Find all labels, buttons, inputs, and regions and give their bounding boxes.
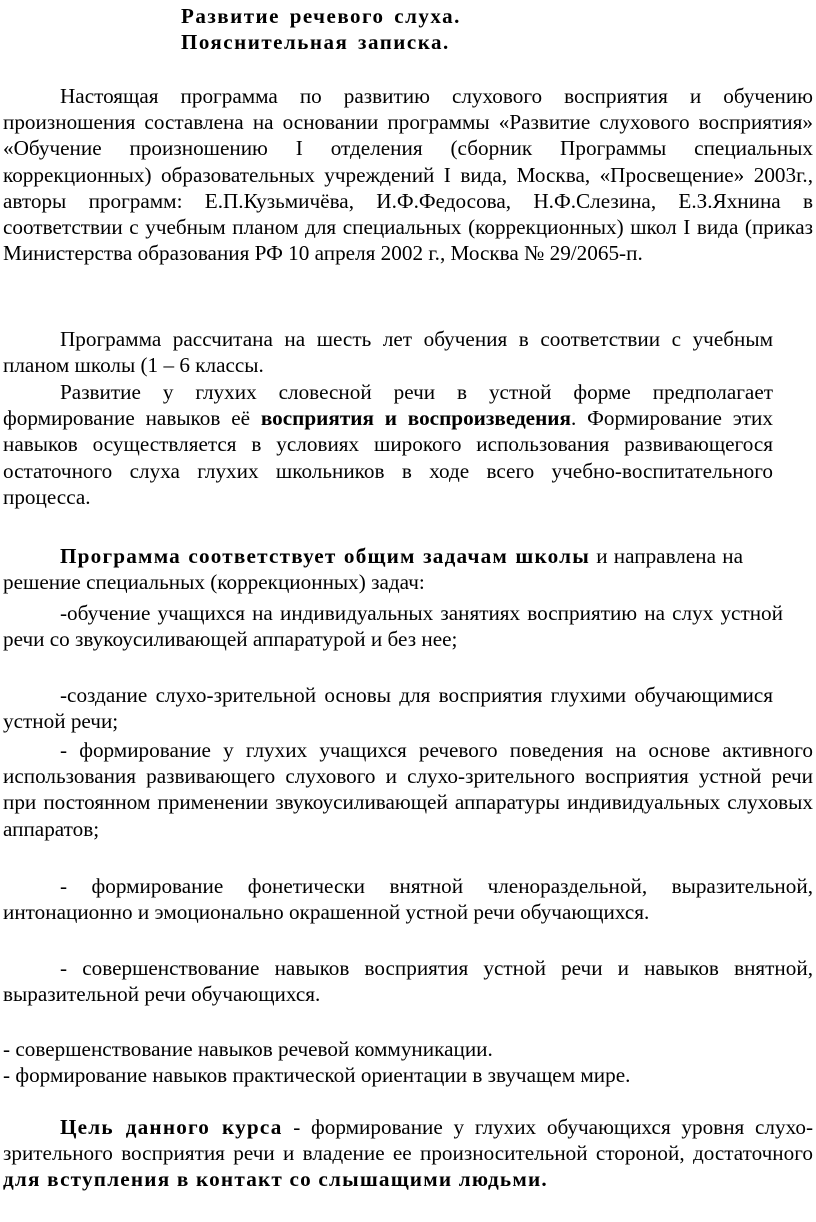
document-title: Развитие речевого слуха.: [181, 4, 461, 28]
task-item: -обучение учащихся на индивидуальных занятиях восприятию на слух устной речи со звукоусиливающей аппаратурой и без нее;: [3, 601, 783, 652]
speech-bold-text: восприятия и воспроизведения: [260, 406, 571, 431]
goal-paragraph: [3, 1114, 813, 1193]
duration-paragraph: Программа рассчитана на шесть лет обучения в соответствии с учебным планом школы (1 – 6 классы.: [3, 327, 773, 378]
task-item: - формирование у глухих учащихся речевого поведения на основе активного использования развивающего слухового и слухо-зрительного восприятия устной речи при постоянном применении звукоусиливающей аппаратуры индивидуальных слуховых аппаратов;: [3, 738, 813, 841]
tasks-intro-bold: Программа соответствует общим задачам школы: [60, 544, 590, 568]
extra-task-item: - формирование навыков практической ориентации в звучащем мире.: [3, 1063, 631, 1087]
goal-text: - формирование у глухих обучающихся уровня слухо-зрительного восприятия речи и владение ее произносительной стороной, достаточного: [3, 1115, 813, 1166]
tasks-intro-text: и направлена на решение специальных (коррекционных) задач:: [3, 544, 743, 595]
speech-text-after: . Формирование этих навыков осуществляется в условиях широкого использования развивающегося остаточного слуха глухих школьников в ходе всего учебно-воспитательного процесса.: [3, 406, 773, 509]
speech-paragraph: [3, 379, 773, 510]
document-subtitle: Пояснительная записка.: [181, 30, 450, 54]
speech-text-before: Развитие у глухих словесной речи в устной форме предполагает формирование навыков её: [3, 380, 773, 431]
goal-bold-end: для вступления в контакт со слышащими людьми.: [3, 1167, 548, 1192]
goal-bold-label: Цель данного курса: [60, 1115, 283, 1139]
intro-paragraph: Настоящая программа по развитию слухового восприятия и обучению произношения составлена на основании программы «Развитие слухового восприятия» «Обучение произношению I отделения (сборник Программы специальных коррекционных) образовательных учреждений I вида, Москва, «Просвещение» 2003г., авторы программ: Е.П.Кузьмичёва, И.Ф.Федосова, Н.Ф.Слезина, Е.З.Яхнина в соответствии с учебным планом для специальных (коррекционных) школ I вида (приказ Министерства образования РФ 10 апреля 2002 г., Москва № 29/2065-п.: [3, 84, 813, 266]
task-item: - совершенствование навыков восприятия устной речи и навыков внятной, выразительной речи обучающихся.: [3, 956, 813, 1007]
tasks-intro-paragraph: [3, 543, 743, 595]
task-item: -создание слухо-зрительной основы для восприятия глухими обучающимися устной речи;: [3, 683, 773, 734]
extra-task-item: - совершенствование навыков речевой коммуникации.: [3, 1037, 493, 1061]
task-item: - формирование фонетически внятной членораздельной, выразительной, интонационно и эмоционально окрашенной устной речи обучающихся.: [3, 874, 813, 925]
